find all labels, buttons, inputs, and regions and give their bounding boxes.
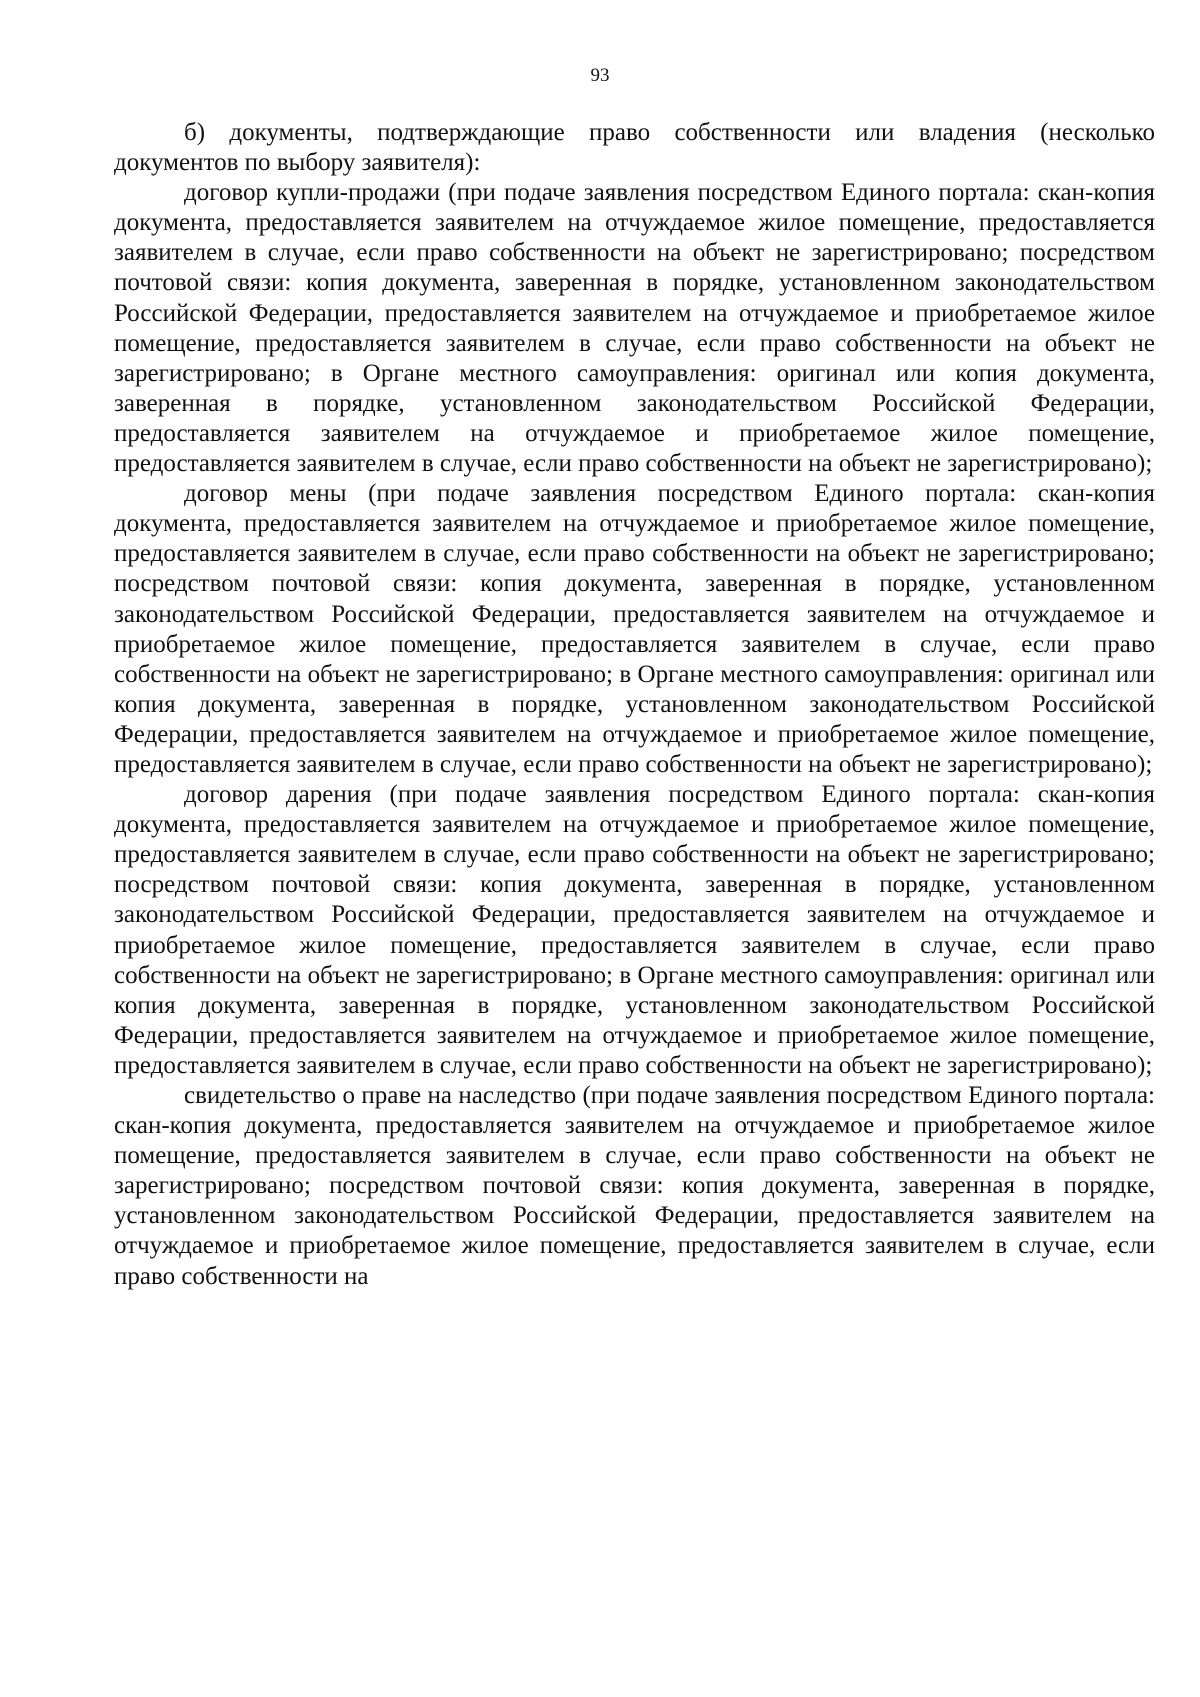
paragraph-purchase-agreement: договор купли-продажи (при подаче заявления посредством Единого портала: скан-копия документа, предоставляется заявителем на отчуждаемое жилое помещение, предоставляется заявителем в случае, если право собственности на объект не зарегистрировано; посредством почтовой связи: копия документа, заверенная в порядке, установленном законодательством Российской Федерации, предоставляется заявителем на отчуждаемое и приобретаемое жилое помещение, предоставляется заявителем в случае, если право собственности на объект не зарегистрировано; в Органе местного самоуправления: оригинал или копия документа, заверенная в порядке, установленном законодательством Российской Федерации, предоставляется заявителем на отчуждаемое и приобретаемое жилое помещение, предоставляется заявителем в случае, если право собственности на объект не зарегистрировано);	[114, 179, 1155, 478]
paragraph-inheritance-certificate: свидетельство о праве на наследство (при подаче заявления посредством Единого портала: скан-копия документа, предоставляется заявителем на отчуждаемое и приобретаемое жилое помещение, предоставляется заявителем в случае, если право собственности на объект не зарегистрировано; посредством почтовой связи: копия документа, заверенная в порядке, установленном законодательством Российской Федерации, предоставляется заявителем на отчуждаемое и приобретаемое жилое помещение, предоставляется заявителем в случае, если право собственности на	[114, 1082, 1155, 1290]
document-body	[114, 118, 1155, 1292]
page-number: 93	[590, 65, 610, 86]
paragraph-gift-agreement: договор дарения (при подаче заявления посредством Единого портала: скан-копия документа, предоставляется заявителем на отчуждаемое и приобретаемое жилое помещение, предоставляется заявителем в случае, если право собственности на объект не зарегистрировано; посредством почтовой связи: копия документа, заверенная в порядке, установленном законодательством Российской Федерации, предоставляется заявителем на отчуждаемое и приобретаемое жилое помещение, предоставляется заявителем в случае, если право собственности на объект не зарегистрировано; в Органе местного самоуправления: оригинал или копия документа, заверенная в порядке, установленном законодательством Российской Федерации, предоставляется заявителем на отчуждаемое и приобретаемое жилое помещение, предоставляется заявителем в случае, если право собственности на объект не зарегистрировано);	[114, 781, 1155, 1079]
paragraph-documents-intro: б) документы, подтверждающие право собственности или владения (несколько документов по выбору заявителя):	[114, 119, 1155, 177]
paragraph-exchange-agreement: договор мены (при подаче заявления посредством Единого портала: скан-копия документа, предоставляется заявителем на отчуждаемое и приобретаемое жилое помещение, предоставляется заявителем в случае, если право собственности на объект не зарегистрировано; посредством почтовой связи: копия документа, заверенная в порядке, установленном законодательством Российской Федерации, предоставляется заявителем на отчуждаемое и приобретаемое жилое помещение, предоставляется заявителем в случае, если право собственности на объект не зарегистрировано; в Органе местного самоуправления: оригинал или копия документа, заверенная в порядке, установленном законодательством Российской Федерации, предоставляется заявителем на отчуждаемое и приобретаемое жилое помещение, предоставляется заявителем в случае, если право собственности на объект не зарегистрировано);	[114, 480, 1155, 778]
